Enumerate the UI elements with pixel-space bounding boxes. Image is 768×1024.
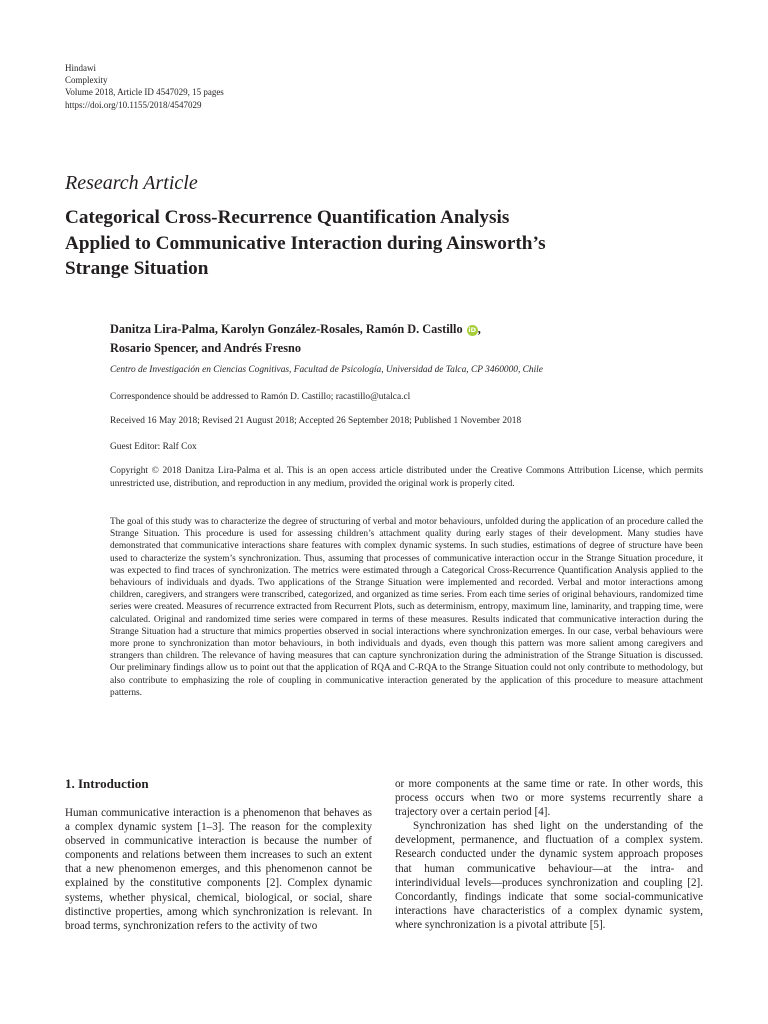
- affiliation: Centro de Investigación en Ciencias Cognitivas, Facultad de Psicología, Universidad de Talca, CP 3460000, Chile: [110, 365, 543, 375]
- copyright-notice: Copyright © 2018 Danitza Lira-Palma et al. This is an open access article distributed under the Creative Commons Attribution License, which permits unrestricted use, distribution, and reproduction in any medium, provided the original work is properly cited.: [110, 466, 703, 489]
- title-line: Applied to Communicative Interaction during Ainsworth’s: [65, 232, 546, 254]
- article-title: [65, 205, 705, 282]
- intro-paragraph-continuation: or more components at the same time or rate. In other words, this process occurs when two or more systems recurrently share a trajectory over a certain period [4].: [395, 778, 703, 819]
- intro-paragraph-2: Synchronization has shed light on the understanding of the development, permanence, and fluctuation of a complex system. Research conducted under the dynamic system approach proposes that human communicative behaviour—at the intra- and interindividual levels—produces synchronization and coupling [2]. Concordantly, findings indicate that some social-communicative interactions have characteristics of a complex dynamic system, where synchronization is a pivotal attribute [5].: [395, 820, 703, 931]
- author-names-1: Danitza Lira-Palma, Karolyn González-Rosales, Ramón D. Castillo: [110, 322, 463, 336]
- body-column-left: [65, 806, 372, 933]
- title-line: Strange Situation: [65, 258, 209, 279]
- section-heading: 1. Introduction: [65, 776, 149, 791]
- article-type: Research Article: [65, 172, 198, 194]
- doi-link[interactable]: https://doi.org/10.1155/2018/4547029: [65, 99, 202, 110]
- intro-paragraph-1: Human communicative interaction is a phenomenon that behaves as a complex dynamic system [1–3]. The reason for the complexity observed in communicative interaction is because the number of components and relations between them increases to such an extent that a new phenomenon emerges, and this phenomenon cannot be explained by the constitutive components [2]. Complex dynamic systems, whether physical, chemical, biological, or social, share distinctive properties, among which synchronization is relevant. In broad terms, synchronization refers to the activity of two: [65, 807, 372, 932]
- orcid-icon[interactable]: iD: [468, 326, 476, 334]
- author-list: [110, 320, 481, 358]
- title-line: Categorical Cross-Recurrence Quantification Analysis: [65, 207, 510, 228]
- journal-masthead: [65, 62, 224, 111]
- abstract: The goal of this study was to characterize the degree of structuring of verbal and motor behaviours, unfolded during the application of an procedure called the Strange Situation. This procedure is used for assessing children’s attachment quality during early stages of their development. Many studies have demonstrated that communicative interactions share features with complex dynamic systems. In such studies, estimations of degree of structure have been used to characterize the system’s synchronization. Thus, assuming that processes of communicative interaction occur in the Strange Situation procedure, it was expected to find traces of synchronization. The metrics were estimated through a Categorical Cross-Recurrence Quantification Analysis applied to the behaviours of individuals and dyads. Two applications of the Strange Situation were implemented and recorded. Verbal and motor interactions among children, caregivers, and strangers were transcribed, categorized, and organized as time series. From each time series of original behaviours, randomized time series were created. Measures of recurrence extracted from Recurrent Plots, such as determinism, entropy, maximum line, laminarity, and trapping time, were calculated. Original and randomized time series were compared in terms of these measures. Results indicated that communicative interaction during the Strange Situation had a structure that mimics properties observed in social interactions where synchronization emerges. In our case, verbal behaviours were more prone to synchronization than motor behaviours, in both individuals and dyads, even though this pattern was more salient among caregivers and strangers than children. The relevance of having measures that can capture synchronization during the administration of the Strange Situation is discussed. Our preliminary findings allow us to point out that the application of RQA and C-RQA to the Strange Situation could not only contribute to methodology, but also contribute to emphasizing the role of coupling in communicative interaction generated by the application of this procedure to measure attachment patterns.: [110, 517, 703, 698]
- author-line-1-end: ,: [477, 322, 481, 336]
- guest-editor: Guest Editor: Ralf Cox: [110, 442, 197, 452]
- volume-line: Volume 2018, Article ID 4547029, 15 pages: [65, 87, 224, 98]
- body-column-right: [395, 777, 703, 932]
- journal-name: Complexity: [65, 75, 108, 86]
- author-names-2: Rosario Spencer, and Andrés Fresno: [110, 341, 301, 355]
- publication-dates: Received 16 May 2018; Revised 21 August 2018; Accepted 26 September 2018; Published 1 November 2018: [110, 416, 522, 426]
- author-line-1: [110, 320, 481, 339]
- correspondence: Correspondence should be addressed to Ramón D. Castillo; racastillo@utalca.cl: [110, 392, 411, 402]
- publisher-name: Hindawi: [65, 63, 96, 73]
